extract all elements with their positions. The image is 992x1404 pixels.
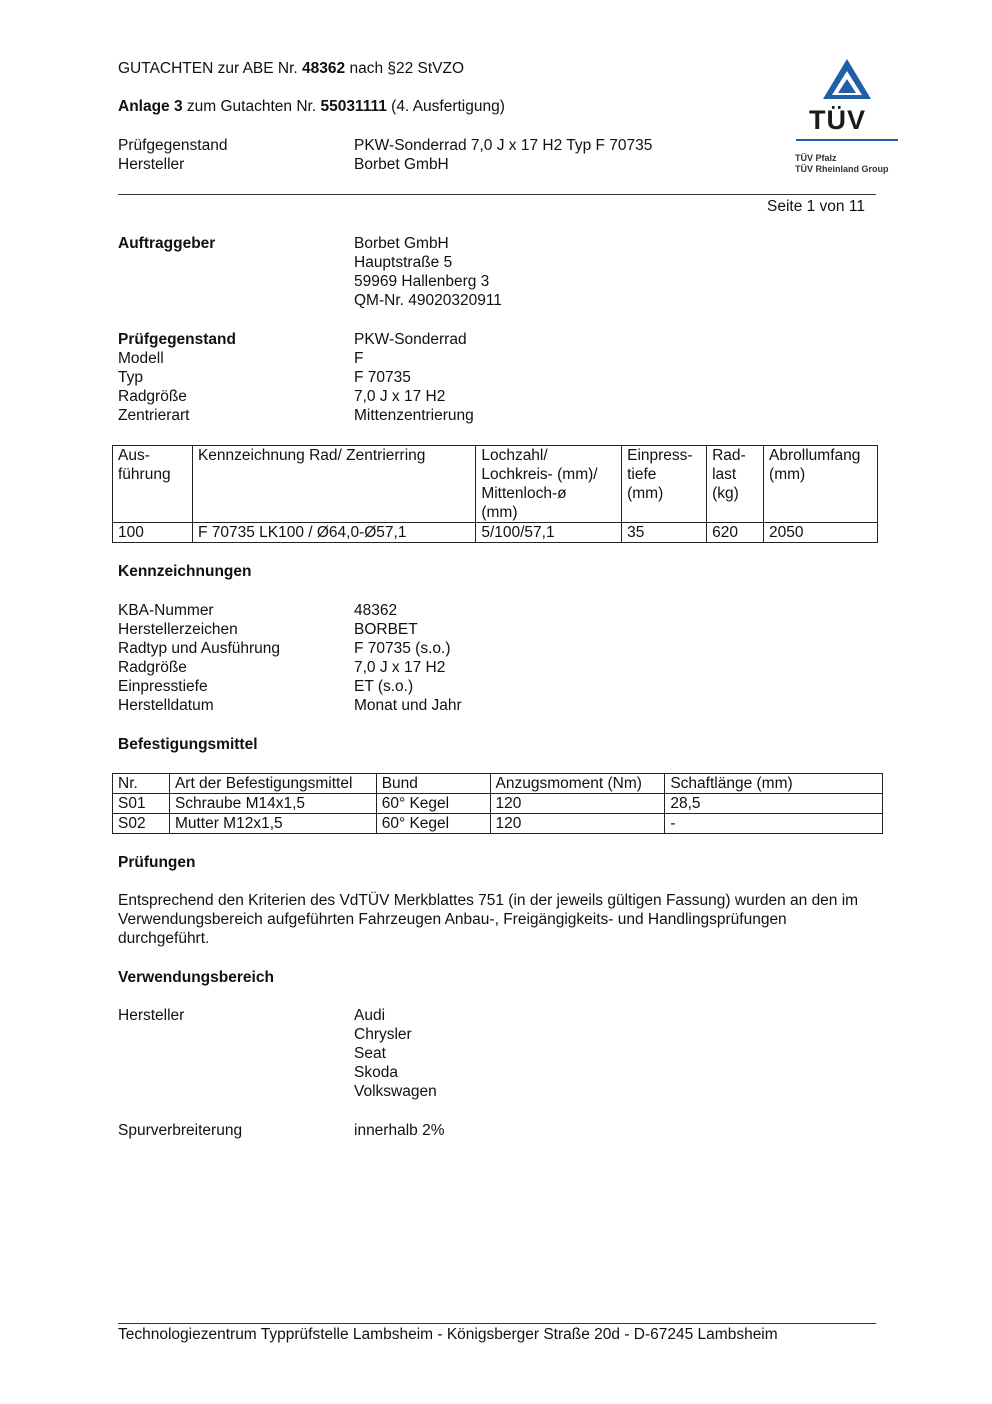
header-line-1 (118, 59, 464, 78)
logo-divider (796, 139, 898, 141)
th-radlast: Rad- last (kg) (707, 446, 764, 523)
cell-ausfuehrung: 100 (113, 523, 193, 543)
table-row (113, 814, 883, 834)
cell-anzugsmoment: 120 (490, 814, 665, 834)
pruefungen-text: Entsprechend den Kriterien des VdTÜV Merkblattes 751 (in der jeweils gültigen Fassung) wurden an den im Verwendungsbereich aufgeführten Fahrzeugen Anbau-, Freigängigkeits- und Handlingsprüfungen durchgeführt. (118, 892, 859, 947)
th-art: Art der Befestigungsmittel (169, 774, 376, 794)
kennzeichnungen-values (354, 601, 462, 715)
cell-bund: 60° Kegel (376, 814, 490, 834)
cell-schaftlaenge: - (665, 814, 883, 834)
cell-art: Schraube M14x1,5 (169, 794, 376, 814)
hersteller-list (354, 1006, 437, 1101)
cell-nr: S01 (113, 794, 170, 814)
typ-value: F 70735 (354, 369, 411, 386)
zentrierart-label: Zentrierart (118, 407, 190, 424)
wheel-table (112, 445, 878, 543)
tuev-logo-sub1: TÜV Pfalz (795, 153, 837, 163)
pruefungen-title: Prüfungen (118, 854, 196, 871)
address-line: Hauptstraße 5 (354, 254, 453, 271)
kba-label: KBA-Nummer (118, 602, 214, 619)
cell-lochzahl: 5/100/57,1 (476, 523, 622, 543)
kennzeichnungen-title: Kennzeichnungen (118, 563, 252, 580)
address-line: QM-Nr. 49020320911 (354, 292, 502, 309)
pruefgegenstand-label: Prüfgegenstand (118, 331, 236, 348)
auftraggeber-label: Auftraggeber (118, 235, 216, 252)
th-bund: Bund (376, 774, 490, 794)
pruefgegenstand-labels (118, 330, 236, 425)
cell-kennzeichnung: F 70735 LK100 / Ø64,0-Ø57,1 (192, 523, 475, 543)
wheel-table-header (113, 446, 878, 523)
header-line-2-mid: zum Gutachten Nr. (182, 98, 321, 115)
th-ausfuehrung: Aus- führung (113, 446, 193, 523)
th-lochzahl: Lochzahl/ Lochkreis- (mm)/ Mittenloch-ø (mm) (476, 446, 622, 523)
cell-anzugsmoment: 120 (490, 794, 665, 814)
list-item: Audi (354, 1007, 386, 1024)
header-line-1-prefix: GUTACHTEN zur ABE Nr. (118, 60, 303, 77)
tuev-logo (792, 55, 902, 180)
radtyp-label: Radtyp und Ausführung (118, 640, 281, 657)
th-nr: Nr. (113, 774, 170, 794)
th-einpresstiefe: Einpress- tiefe (mm) (622, 446, 707, 523)
einpresstiefe-label: Einpresstiefe (118, 678, 208, 695)
herstellerzeichen-value: BORBET (354, 621, 418, 638)
cell-schaftlaenge: 28,5 (665, 794, 883, 814)
auftraggeber-address (354, 234, 502, 310)
verwendung-title: Verwendungsbereich (118, 969, 274, 986)
header-line-2 (118, 97, 505, 116)
cell-radlast: 620 (707, 523, 764, 543)
einpresstiefe-value: ET (s.o.) (354, 678, 414, 695)
list-item: Chrysler (354, 1026, 412, 1043)
header-value-pruefgegenstand: PKW-Sonderrad 7,0 J x 17 H2 Typ F 70735 (354, 137, 653, 154)
spurverbreiterung-label: Spurverbreiterung (118, 1122, 243, 1139)
radgroesse-value: 7,0 J x 17 H2 (354, 388, 446, 405)
list-item: Seat (354, 1045, 386, 1062)
modell-label: Modell (118, 350, 164, 367)
radgroesse-label: Radgröße (118, 659, 187, 676)
herstelldatum-value: Monat und Jahr (354, 697, 462, 714)
th-anzugsmoment: Anzugsmoment (Nm) (490, 774, 665, 794)
befestigung-table-header (113, 774, 883, 794)
kennzeichnungen-labels (118, 601, 280, 715)
footer-rule (118, 1323, 876, 1324)
tuev-logo-sub2: TÜV Rheinland Group (795, 164, 889, 174)
befestigung-table (112, 773, 883, 834)
pruefgegenstand-value: PKW-Sonderrad (354, 331, 467, 348)
footer-text: Technologiezentrum Typprüfstelle Lambsheim - Königsberger Straße 20d - D-67245 Lambsheim (118, 1326, 778, 1343)
hersteller-label: Hersteller (118, 1007, 185, 1024)
header-rule (118, 194, 876, 195)
list-item: Skoda (354, 1064, 398, 1081)
herstellerzeichen-label: Herstellerzeichen (118, 621, 238, 638)
pruefgegenstand-values (354, 330, 474, 425)
spurverbreiterung-value: innerhalb 2% (354, 1122, 445, 1139)
list-item: Volkswagen (354, 1083, 437, 1100)
th-schaftlaenge: Schaftlänge (mm) (665, 774, 883, 794)
th-abrollumfang: Abrollumfang (mm) (764, 446, 878, 523)
radgroesse-label: Radgröße (118, 388, 187, 405)
cell-bund: 60° Kegel (376, 794, 490, 814)
kba-value: 48362 (354, 602, 398, 619)
th-kennzeichnung: Kennzeichnung Rad/ Zentrierring (192, 446, 475, 523)
table-row (113, 523, 878, 543)
cell-abrollumfang: 2050 (764, 523, 878, 543)
befestigung-title: Befestigungsmittel (118, 736, 258, 753)
address-line: Borbet GmbH (354, 235, 449, 252)
abe-number: 48362 (302, 60, 346, 77)
anlage-label: Anlage 3 (118, 98, 183, 115)
header-label-pruefgegenstand: Prüfgegenstand (118, 137, 228, 154)
typ-label: Typ (118, 369, 143, 386)
zentrierart-value: Mittenzentrierung (354, 407, 474, 424)
radtyp-value: F 70735 (s.o.) (354, 640, 451, 657)
herstelldatum-label: Herstelldatum (118, 697, 214, 714)
radgroesse-value: 7,0 J x 17 H2 (354, 659, 446, 676)
address-line: 59969 Hallenberg 3 (354, 273, 490, 290)
page-number: Seite 1 von 11 (767, 198, 865, 215)
gutachten-number: 55031111 (320, 98, 387, 115)
table-row (113, 794, 883, 814)
tuev-logo-text: TÜV (809, 105, 866, 135)
cell-art: Mutter M12x1,5 (169, 814, 376, 834)
modell-value: F (354, 350, 364, 367)
header-line-1-suffix: nach §22 StVZO (345, 60, 465, 77)
cell-einpresstiefe: 35 (622, 523, 707, 543)
header-label-hersteller: Hersteller (118, 156, 185, 173)
cell-nr: S02 (113, 814, 170, 834)
header-value-hersteller: Borbet GmbH (354, 156, 449, 173)
header-line-2-suffix: (4. Ausfertigung) (386, 98, 505, 115)
